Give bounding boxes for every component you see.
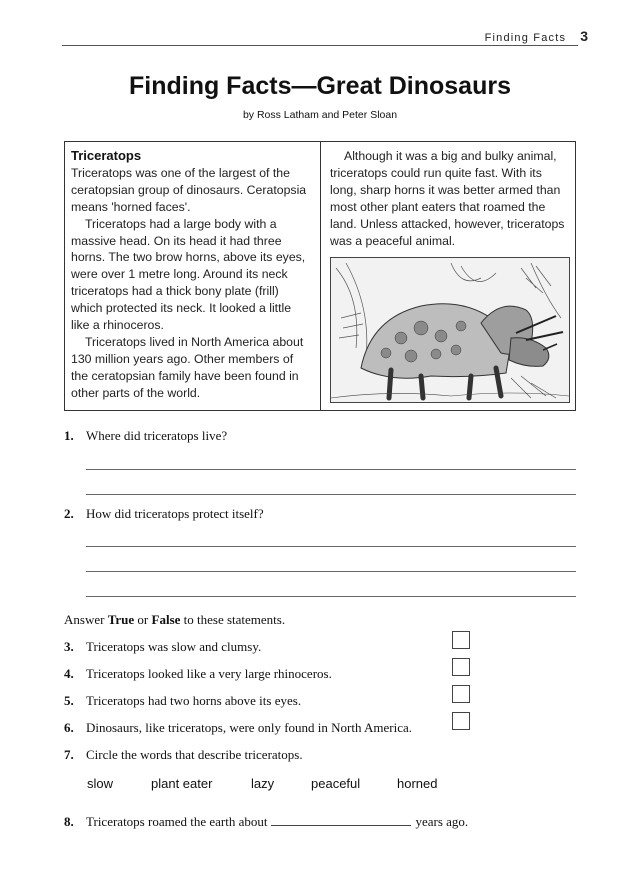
- answer-line[interactable]: [86, 596, 576, 597]
- passage-paragraph: Although it was a big and bulky animal, triceratops could run quite fast. With its long, sharp horns it was better armed than most other plant eaters that roamed the land. Unless attacked, however, triceratops was a peaceful animal.: [330, 149, 565, 248]
- answer-checkbox[interactable]: [452, 712, 470, 730]
- question-number: 5.: [64, 693, 74, 708]
- answer-line[interactable]: [86, 494, 576, 495]
- fill-in-blank[interactable]: [271, 815, 411, 826]
- question-7: [64, 747, 303, 763]
- word-option[interactable]: peaceful: [311, 776, 361, 791]
- question-text: Triceratops roamed the earth about: [86, 814, 268, 829]
- question-1: [64, 428, 227, 444]
- reading-passage-box: [64, 141, 576, 411]
- answer-checkbox[interactable]: [452, 685, 470, 703]
- false-word: False: [151, 612, 181, 627]
- passage-paragraph: Triceratops was one of the largest of the ceratopsian group of dinosaurs. Ceratopsia means 'horned faces'.: [71, 165, 307, 214]
- answer-line[interactable]: [86, 546, 576, 547]
- question-text: How did triceratops protect itself?: [86, 506, 264, 521]
- passage-heading: Triceratops: [71, 148, 142, 163]
- instruction-text: or: [134, 612, 152, 627]
- triceratops-illustration: [330, 257, 570, 403]
- word-option[interactable]: horned: [397, 776, 438, 791]
- question-text: Triceratops had two horns above its eyes.: [86, 693, 302, 708]
- answer-line[interactable]: [86, 469, 576, 470]
- question-number: 1.: [64, 428, 74, 443]
- answer-line[interactable]: [86, 571, 576, 572]
- question-text: Circle the words that describe triceratops.: [86, 747, 303, 762]
- answer-checkbox[interactable]: [452, 658, 470, 676]
- passage-paragraph: Triceratops lived in North America about 130 million years ago. Other members of the ceratopsian family have been found in other parts of the world.: [71, 334, 304, 400]
- column-divider: [320, 142, 321, 410]
- word-option[interactable]: slow: [87, 776, 114, 791]
- question-text: years ago.: [415, 814, 469, 829]
- question-2: [64, 506, 264, 522]
- question-number: 6.: [64, 720, 74, 735]
- question-text: Triceratops looked like a very large rhinoceros.: [86, 666, 332, 681]
- passage-paragraph: Triceratops had a large body with a massive head. On its head it had three horns. The two brow horns, above its eyes, were over 1 metre long. Around its neck triceratops had a thick bony plate (frill) which protected its neck. It looked a little like a rhinoceros.: [71, 216, 306, 333]
- question-6: [64, 720, 412, 736]
- instruction-text: Answer: [64, 612, 108, 627]
- question-number: 4.: [64, 666, 74, 681]
- passage-left-column: [71, 148, 311, 402]
- question-3: [64, 639, 261, 655]
- passage-right-column: [330, 148, 570, 249]
- true-word: True: [107, 612, 135, 627]
- section-name: Finding Facts: [484, 32, 567, 44]
- question-number: 7.: [64, 747, 74, 762]
- question-text: Dinosaurs, like triceratops, were only found in North America.: [86, 720, 412, 735]
- question-number: 2.: [64, 506, 74, 521]
- page-number: 3: [580, 28, 588, 44]
- question-text: Triceratops was slow and clumsy.: [86, 639, 262, 654]
- question-8: [64, 814, 468, 830]
- word-option[interactable]: plant eater: [151, 776, 213, 791]
- question-number: 3.: [64, 639, 74, 654]
- instruction-text: to these statements.: [180, 612, 286, 627]
- byline: by Ross Latham and Peter Sloan: [242, 109, 398, 121]
- running-header: [485, 28, 588, 44]
- question-number: 8.: [64, 814, 74, 829]
- answer-checkbox[interactable]: [452, 631, 470, 649]
- header-rule: [62, 45, 578, 46]
- word-option[interactable]: lazy: [251, 776, 275, 791]
- question-4: [64, 666, 332, 682]
- question-5: [64, 693, 301, 709]
- true-false-instructions: [64, 612, 285, 628]
- question-text: Where did triceratops live?: [86, 428, 228, 443]
- page-title: Finding Facts—Great Dinosaurs: [128, 72, 511, 100]
